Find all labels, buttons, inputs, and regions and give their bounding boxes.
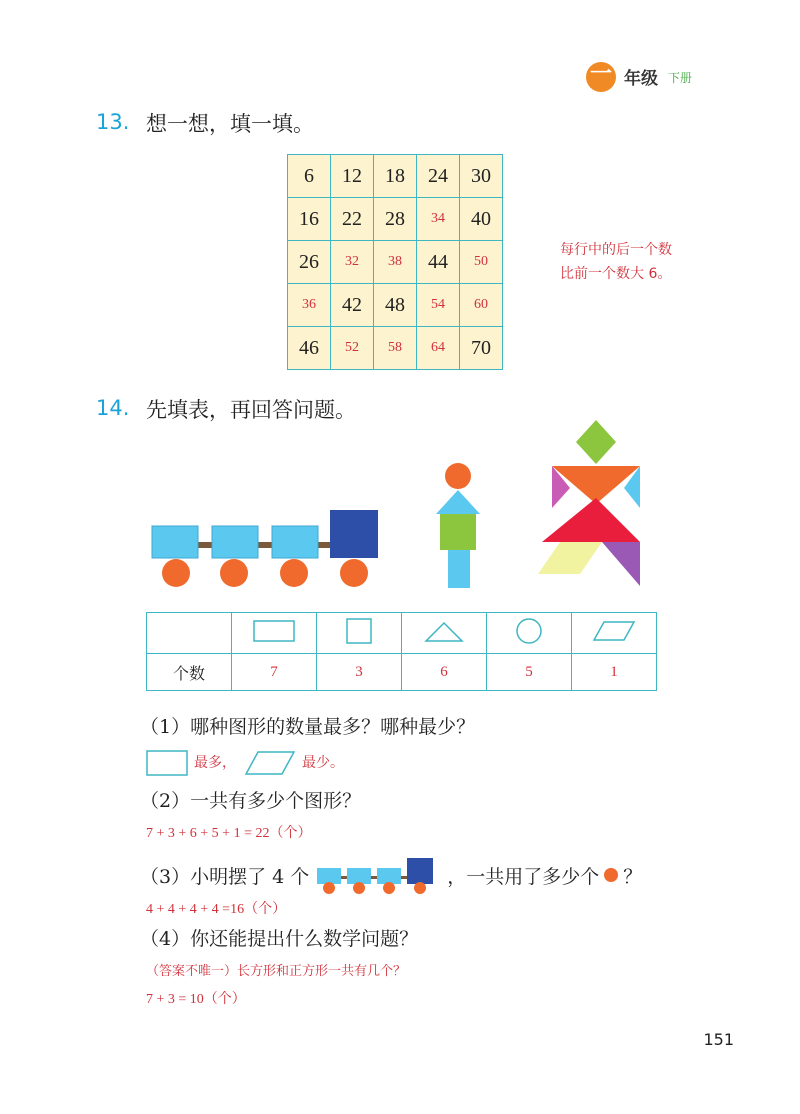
q13-hint [560, 238, 672, 286]
triangle-header [402, 613, 487, 654]
q14-sub1-answer [146, 750, 344, 776]
sub3-part1: （3）小明摆了 4 个 [140, 865, 310, 888]
grid-cell: 28 [374, 198, 417, 241]
triangle-shape-icon [424, 619, 464, 643]
q14-sub2-answer: 7 + 3 + 6 + 5 + 1 = 22（个） [146, 826, 312, 841]
grid-row [288, 198, 503, 241]
sub3-part2: ，一共用了多少个 [447, 865, 600, 888]
train-car-rect [152, 526, 198, 558]
grid-row [288, 327, 503, 370]
grid-cell: 42 [331, 284, 374, 327]
number-grid [287, 154, 503, 370]
head-circle [445, 463, 471, 489]
parallelogram-answer-icon [244, 750, 296, 776]
grid-cell: 70 [460, 327, 503, 370]
tangram-purple-triangle [602, 542, 640, 586]
grid-answer-cell: 36 [288, 284, 331, 327]
grid-cell: 6 [288, 155, 331, 198]
q14-number: 14. [96, 396, 130, 420]
parallelogram-shape-icon [592, 619, 636, 643]
grid-cell: 12 [331, 155, 374, 198]
grid-answer-cell: 32 [331, 241, 374, 284]
person-figure [436, 463, 480, 588]
square-header [317, 613, 402, 654]
q14-sub3-answer: 4 + 4 + 4 + 4 =16（个） [146, 902, 287, 917]
grade-badge: 一 [586, 62, 616, 92]
rectangle-shape-icon [252, 618, 296, 644]
tangram-figure [538, 420, 640, 586]
q14-sub4-answer2: 7 + 3 = 10（个） [146, 992, 246, 1007]
grid-answer-cell: 50 [460, 241, 503, 284]
count-table-wrap [146, 612, 657, 691]
q13-hint-line1: 每行中的后一个数 [560, 242, 672, 258]
q13-hint-line2: 比前一个数大 6。 [560, 266, 672, 282]
count-cell: 3 [317, 654, 402, 691]
q14-sub4-question: （4）你还能提出什么数学问题？ [140, 928, 419, 950]
circle-shape-icon [514, 616, 544, 646]
page-number: 151 [703, 1030, 734, 1049]
parallelogram-header [572, 613, 657, 654]
body-square [440, 514, 476, 550]
grid-cell: 22 [331, 198, 374, 241]
tangram-square [576, 420, 616, 464]
grid-cell: 46 [288, 327, 331, 370]
train-figure [152, 510, 378, 587]
orange-circle-icon [602, 866, 620, 884]
count-cell: 6 [402, 654, 487, 691]
grid-cell: 48 [374, 284, 417, 327]
wheel-circle [220, 559, 248, 587]
wheel-circle [280, 559, 308, 587]
grid-cell: 44 [417, 241, 460, 284]
volume-label: 下册 [668, 71, 693, 85]
least-text: 最少。 [302, 755, 344, 771]
count-cell: 5 [487, 654, 572, 691]
grid-answer-cell: 52 [331, 327, 374, 370]
grid-row [288, 284, 503, 327]
q13-number: 13. [96, 110, 130, 134]
header-empty-cell [147, 613, 232, 654]
rectangle-answer-icon [146, 750, 188, 776]
grid-row [288, 241, 503, 284]
grid-row [288, 155, 503, 198]
grid-answer-cell: 34 [417, 198, 460, 241]
most-text: 最多， [194, 755, 236, 771]
tangram-red-triangle [542, 498, 640, 542]
train-engine-square [330, 510, 378, 558]
wheel-circle [162, 559, 190, 587]
hat-triangle [436, 490, 480, 514]
grid-cell: 16 [288, 198, 331, 241]
train-car-rect [212, 526, 258, 558]
number-grid-table [287, 154, 503, 370]
count-cell: 7 [232, 654, 317, 691]
grid-cell: 24 [417, 155, 460, 198]
square-shape-icon [345, 617, 373, 645]
count-table [146, 612, 657, 691]
rectangle-header [232, 613, 317, 654]
q13-title: 想一想，填一填。 [146, 112, 314, 136]
grid-cell: 40 [460, 198, 503, 241]
tangram-parallelogram [538, 542, 602, 574]
grid-answer-cell: 38 [374, 241, 417, 284]
grid-cell: 30 [460, 155, 503, 198]
leg-rect [448, 550, 470, 588]
grade-label: 年级 [624, 69, 658, 89]
grid-answer-cell: 60 [460, 284, 503, 327]
q14-sub4-answer1: （答案不唯一）长方形和正方形一共有几个？ [146, 964, 407, 979]
circle-header [487, 613, 572, 654]
grid-cell: 18 [374, 155, 417, 198]
shape-illustrations [140, 416, 660, 596]
count-cell: 1 [572, 654, 657, 691]
q14-sub1-question: （1）哪种图形的数量最多？哪种最少？ [140, 716, 476, 738]
q14-sub2-question: （2）一共有多少个图形？ [140, 790, 362, 812]
train-car-rect [272, 526, 318, 558]
sub3-part3: ？ [623, 865, 643, 888]
q14-title: 先填表，再回答问题。 [146, 398, 356, 422]
grid-answer-cell: 54 [417, 284, 460, 327]
q14-sub3-question [140, 856, 642, 894]
count-row-label: 个数 [147, 654, 232, 691]
grid-answer-cell: 64 [417, 327, 460, 370]
grid-answer-cell: 58 [374, 327, 417, 370]
grid-cell: 26 [288, 241, 331, 284]
train-link [180, 542, 350, 548]
wheel-circle [340, 559, 368, 587]
mini-train-icon [315, 856, 441, 894]
